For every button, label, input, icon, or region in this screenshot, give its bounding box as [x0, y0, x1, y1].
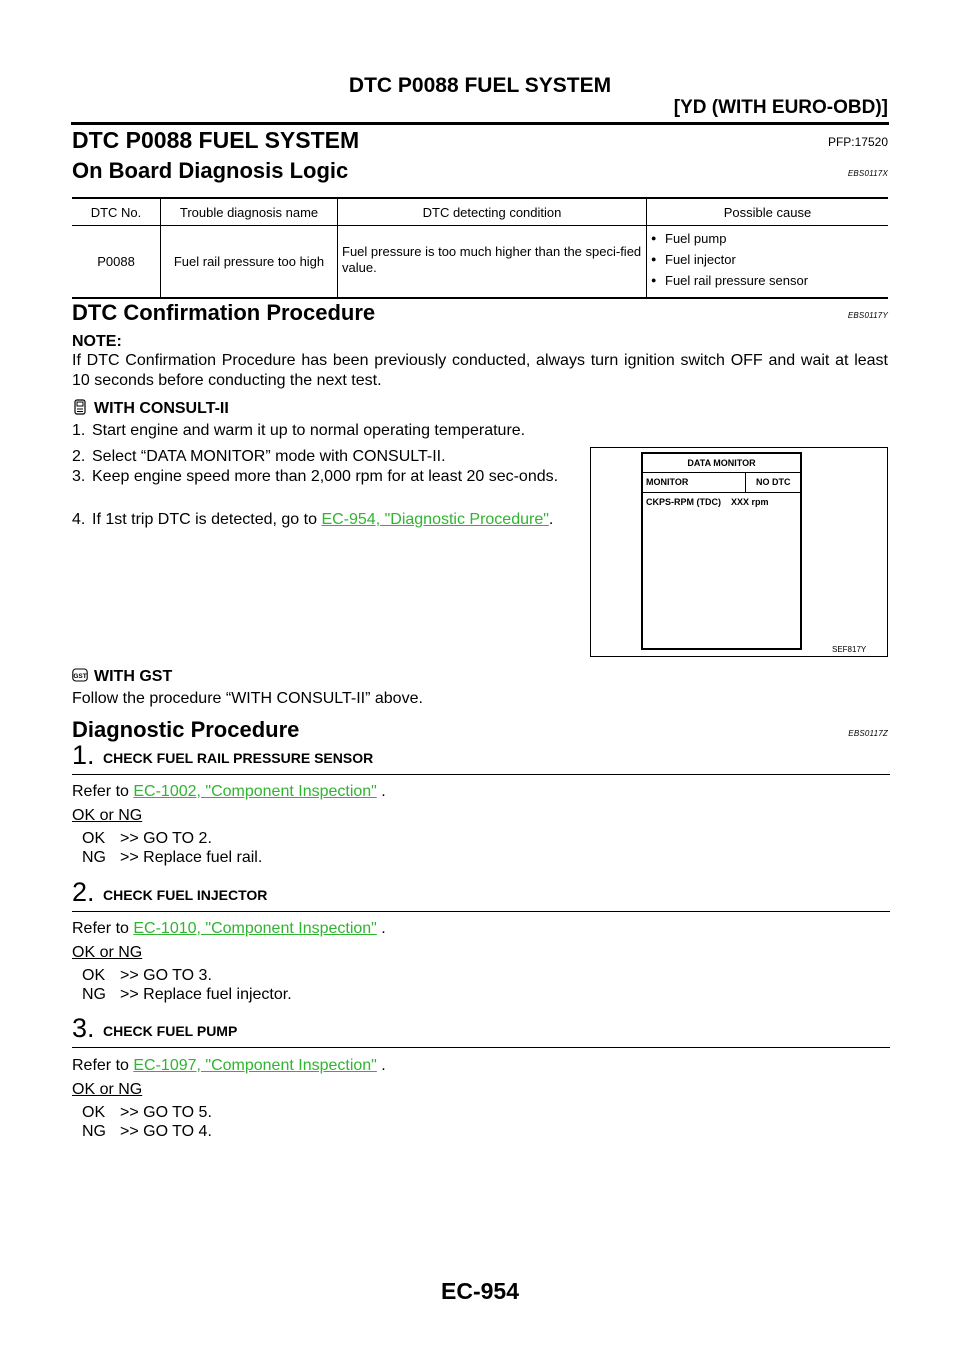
- confirm-step: 3. Keep engine speed more than 2,000 rpm for at least 20 sec-onds.: [72, 468, 559, 485]
- header-rule: [71, 122, 889, 125]
- confirm-step: 2. Select “DATA MONITOR” mode with CONSULT-II.: [72, 448, 446, 465]
- dtc-table: [72, 197, 888, 299]
- cause-item: ● Fuel pump: [651, 231, 884, 246]
- ok-or-ng: OK or NG: [72, 944, 143, 961]
- confirm-step: 1. Start engine and warm it up to normal operating temperature.: [72, 422, 526, 439]
- confirm-code: EBS0117Y: [847, 311, 888, 320]
- consult-icon: [72, 399, 88, 415]
- screen-title: DATA MONITOR: [643, 454, 800, 473]
- pfp-code: PFP:17520: [827, 135, 888, 149]
- ng-result: NG >> Replace fuel rail.: [82, 849, 263, 866]
- cause-item: ● Fuel injector: [651, 252, 884, 267]
- ng-result: NG >> GO TO 4.: [82, 1123, 212, 1140]
- consult-label: WITH CONSULT-II: [94, 400, 229, 417]
- cell-possible-cause: [647, 226, 889, 299]
- diag-step-header: 2. CHECK FUEL INJECTOR: [72, 883, 890, 912]
- component-inspection-link[interactable]: EC-1010, "Component Inspection": [133, 920, 377, 937]
- col-dtc-no: DTC No.: [72, 198, 161, 226]
- ok-result: OK >> GO TO 5.: [82, 1104, 212, 1121]
- col-detecting-condition: DTC detecting condition: [338, 198, 647, 226]
- ok-or-ng: OK or NG: [72, 1081, 143, 1098]
- figure-ref: SEF817Y: [832, 645, 867, 654]
- page-number: EC-954: [441, 1278, 519, 1304]
- confirm-step: 4. If 1st trip DTC is detected, go to EC-954, "Diagnostic Procedure".: [72, 511, 554, 528]
- component-inspection-link[interactable]: EC-1097, "Component Inspection": [133, 1057, 377, 1074]
- screen-col-nodtc: NO DTC: [756, 477, 791, 487]
- refer-line: Refer to EC-1010, "Component Inspection" .: [72, 920, 386, 937]
- ok-result: OK >> GO TO 3.: [82, 967, 212, 984]
- cell-dtc-no: P0088: [72, 226, 161, 299]
- col-possible-cause: Possible cause: [647, 198, 889, 226]
- gst-icon: [72, 667, 88, 683]
- table-row: [72, 226, 888, 299]
- gst-label-row: [72, 667, 172, 687]
- svg-text:GST: GST: [73, 673, 87, 680]
- note-label: NOTE:: [72, 333, 122, 350]
- ok-or-ng: OK or NG: [72, 807, 143, 824]
- diag-code: EBS0117Z: [848, 729, 888, 738]
- refer-line: Refer to EC-1002, "Component Inspection" .: [72, 783, 386, 800]
- cause-item: ● Fuel rail pressure sensor: [651, 273, 884, 288]
- col-trouble-name: Trouble diagnosis name: [161, 198, 338, 226]
- obd-code: EBS0117X: [847, 169, 888, 178]
- refer-line: Refer to EC-1097, "Component Inspection" .: [72, 1057, 386, 1074]
- consult-label-row: [72, 399, 229, 419]
- ng-result: NG >> Replace fuel injector.: [82, 986, 292, 1003]
- gst-text: Follow the procedure “WITH CONSULT-II” above.: [72, 690, 423, 707]
- cell-trouble-name: Fuel rail pressure too high: [161, 226, 338, 299]
- running-header-title: DTC P0088 FUEL SYSTEM: [348, 74, 612, 97]
- ok-result: OK >> GO TO 2.: [82, 830, 212, 847]
- gst-label: WITH GST: [94, 668, 173, 685]
- running-header-subtitle: [YD (WITH EURO-OBD)]: [673, 97, 888, 118]
- obd-heading: On Board Diagnosis Logic: [72, 158, 349, 183]
- data-monitor-screen: [641, 452, 802, 650]
- diagnostic-procedure-link[interactable]: EC-954, "Diagnostic Procedure": [321, 511, 549, 528]
- component-inspection-link[interactable]: EC-1002, "Component Inspection": [133, 783, 377, 800]
- diag-step-header: 1. CHECK FUEL RAIL PRESSURE SENSOR: [72, 746, 890, 775]
- section-title: DTC P0088 FUEL SYSTEM: [72, 127, 360, 153]
- screen-rpm-row: CKPS-RPM (TDC) XXX rpm: [646, 497, 769, 507]
- screen-col-monitor: MONITOR: [643, 473, 746, 492]
- diag-heading: Diagnostic Procedure: [72, 717, 300, 742]
- diag-step-header: 3. CHECK FUEL PUMP: [72, 1019, 890, 1048]
- note-text: If DTC Confirmation Procedure has been previously conducted, always turn ignition switch OFF and wait at least 10 seconds before conducting the next test.: [72, 352, 888, 389]
- cell-detecting-condition: Fuel pressure is too much higher than the speci-fied value.: [338, 226, 647, 299]
- confirm-heading: DTC Confirmation Procedure: [72, 300, 376, 325]
